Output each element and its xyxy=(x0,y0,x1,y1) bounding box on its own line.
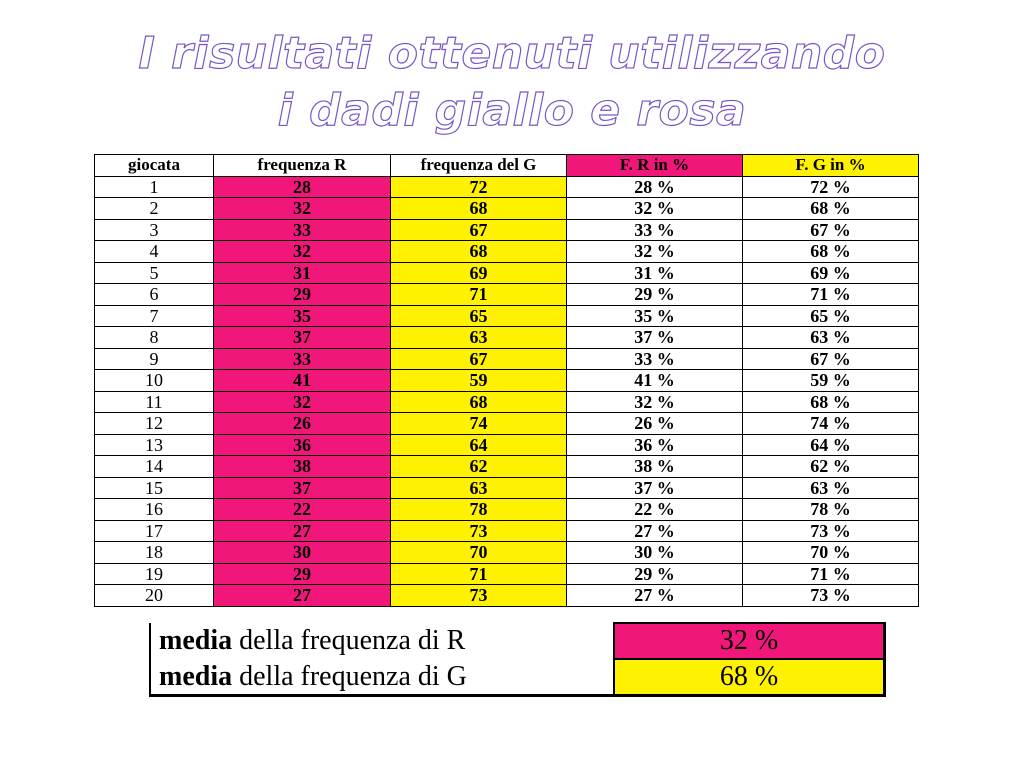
cell-percent-r: 26 % xyxy=(567,413,743,435)
cell-percent-g: 68 % xyxy=(743,241,919,263)
cell-percent-r: 27 % xyxy=(567,520,743,542)
cell-frequenza-g: 68 xyxy=(391,198,567,220)
table-row xyxy=(95,563,919,585)
table-row xyxy=(95,198,919,220)
cell-percent-g: 71 % xyxy=(743,284,919,306)
results-table xyxy=(94,154,919,607)
cell-percent-g: 64 % xyxy=(743,434,919,456)
cell-giocata: 2 xyxy=(95,198,214,220)
header-frequenza-g: frequenza del G xyxy=(391,155,567,177)
cell-giocata: 4 xyxy=(95,241,214,263)
cell-frequenza-g: 71 xyxy=(391,284,567,306)
cell-giocata: 7 xyxy=(95,305,214,327)
cell-frequenza-g: 62 xyxy=(391,456,567,478)
table-row xyxy=(95,456,919,478)
cell-giocata: 19 xyxy=(95,563,214,585)
cell-giocata: 3 xyxy=(95,219,214,241)
cell-frequenza-r: 41 xyxy=(214,370,391,392)
cell-giocata: 8 xyxy=(95,327,214,349)
cell-percent-g: 74 % xyxy=(743,413,919,435)
summary-label-g xyxy=(150,659,614,696)
cell-percent-g: 62 % xyxy=(743,456,919,478)
cell-giocata: 16 xyxy=(95,499,214,521)
table-row xyxy=(95,348,919,370)
cell-giocata: 9 xyxy=(95,348,214,370)
cell-percent-r: 37 % xyxy=(567,477,743,499)
cell-frequenza-r: 26 xyxy=(214,413,391,435)
cell-percent-g: 73 % xyxy=(743,585,919,607)
cell-frequenza-g: 78 xyxy=(391,499,567,521)
cell-frequenza-g: 68 xyxy=(391,241,567,263)
cell-frequenza-g: 67 xyxy=(391,348,567,370)
cell-percent-r: 38 % xyxy=(567,456,743,478)
cell-percent-r: 27 % xyxy=(567,585,743,607)
cell-percent-r: 29 % xyxy=(567,563,743,585)
table-row xyxy=(95,499,919,521)
table-row xyxy=(95,477,919,499)
cell-giocata: 10 xyxy=(95,370,214,392)
cell-frequenza-r: 32 xyxy=(214,241,391,263)
cell-frequenza-g: 63 xyxy=(391,327,567,349)
cell-percent-r: 28 % xyxy=(567,176,743,198)
cell-percent-g: 72 % xyxy=(743,176,919,198)
summary-table xyxy=(149,622,886,697)
cell-percent-r: 33 % xyxy=(567,348,743,370)
cell-percent-r: 30 % xyxy=(567,542,743,564)
cell-frequenza-g: 69 xyxy=(391,262,567,284)
cell-frequenza-r: 36 xyxy=(214,434,391,456)
table-row xyxy=(95,219,919,241)
cell-giocata: 14 xyxy=(95,456,214,478)
table-row xyxy=(95,284,919,306)
cell-frequenza-r: 35 xyxy=(214,305,391,327)
page-subtitle: i dadi giallo e rosa xyxy=(277,85,747,136)
cell-frequenza-r: 27 xyxy=(214,520,391,542)
cell-giocata: 13 xyxy=(95,434,214,456)
cell-frequenza-g: 73 xyxy=(391,585,567,607)
cell-percent-g: 68 % xyxy=(743,391,919,413)
table-row xyxy=(95,542,919,564)
summary-value-g: 68 % xyxy=(614,659,885,696)
cell-frequenza-r: 37 xyxy=(214,327,391,349)
summary-label-r-bold: media xyxy=(159,625,233,656)
cell-frequenza-r: 37 xyxy=(214,477,391,499)
table-header-row xyxy=(95,155,919,177)
cell-frequenza-r: 27 xyxy=(214,585,391,607)
cell-frequenza-g: 59 xyxy=(391,370,567,392)
table-row xyxy=(95,262,919,284)
cell-frequenza-g: 70 xyxy=(391,542,567,564)
page-title: I risultati ottenuti utilizzando xyxy=(138,28,886,79)
table-row xyxy=(95,305,919,327)
cell-percent-g: 67 % xyxy=(743,348,919,370)
cell-percent-g: 67 % xyxy=(743,219,919,241)
table-row xyxy=(95,241,919,263)
table-row xyxy=(95,370,919,392)
summary-label-g-bold: media xyxy=(159,660,233,692)
cell-percent-g: 63 % xyxy=(743,327,919,349)
cell-giocata: 15 xyxy=(95,477,214,499)
summary-value-r: 32 % xyxy=(614,623,885,659)
cell-frequenza-g: 72 xyxy=(391,176,567,198)
cell-giocata: 6 xyxy=(95,284,214,306)
cell-percent-g: 70 % xyxy=(743,542,919,564)
cell-giocata: 1 xyxy=(95,176,214,198)
cell-giocata: 5 xyxy=(95,262,214,284)
cell-percent-g: 63 % xyxy=(743,477,919,499)
cell-frequenza-r: 29 xyxy=(214,563,391,585)
cell-frequenza-r: 22 xyxy=(214,499,391,521)
cell-frequenza-r: 32 xyxy=(214,391,391,413)
cell-frequenza-g: 74 xyxy=(391,413,567,435)
cell-percent-r: 33 % xyxy=(567,219,743,241)
cell-giocata: 20 xyxy=(95,585,214,607)
header-percent-r: F. R in % xyxy=(567,155,743,177)
cell-frequenza-g: 68 xyxy=(391,391,567,413)
cell-giocata: 17 xyxy=(95,520,214,542)
cell-percent-r: 32 % xyxy=(567,241,743,263)
summary-row-g xyxy=(150,659,885,696)
cell-frequenza-g: 73 xyxy=(391,520,567,542)
cell-percent-r: 29 % xyxy=(567,284,743,306)
cell-frequenza-r: 30 xyxy=(214,542,391,564)
cell-giocata: 12 xyxy=(95,413,214,435)
summary-label-r-text: della frequenza di R xyxy=(232,625,466,656)
cell-frequenza-r: 38 xyxy=(214,456,391,478)
cell-percent-g: 78 % xyxy=(743,499,919,521)
cell-percent-g: 73 % xyxy=(743,520,919,542)
cell-percent-g: 65 % xyxy=(743,305,919,327)
cell-percent-r: 35 % xyxy=(567,305,743,327)
cell-percent-r: 22 % xyxy=(567,499,743,521)
table-body xyxy=(95,176,919,606)
cell-percent-r: 36 % xyxy=(567,434,743,456)
cell-frequenza-r: 29 xyxy=(214,284,391,306)
header-frequenza-r: frequenza R xyxy=(214,155,391,177)
cell-percent-g: 71 % xyxy=(743,563,919,585)
cell-frequenza-r: 28 xyxy=(214,176,391,198)
cell-frequenza-g: 64 xyxy=(391,434,567,456)
cell-frequenza-r: 32 xyxy=(214,198,391,220)
cell-percent-r: 41 % xyxy=(567,370,743,392)
cell-giocata: 18 xyxy=(95,542,214,564)
cell-percent-r: 37 % xyxy=(567,327,743,349)
table-row xyxy=(95,413,919,435)
summary-label-g-text: della frequenza di G xyxy=(232,660,467,692)
table-row xyxy=(95,391,919,413)
cell-frequenza-r: 31 xyxy=(214,262,391,284)
cell-frequenza-g: 65 xyxy=(391,305,567,327)
table-row xyxy=(95,434,919,456)
header-percent-g: F. G in % xyxy=(743,155,919,177)
cell-frequenza-g: 63 xyxy=(391,477,567,499)
summary-label-r xyxy=(150,623,614,659)
cell-percent-g: 68 % xyxy=(743,198,919,220)
table-row xyxy=(95,520,919,542)
cell-percent-r: 32 % xyxy=(567,391,743,413)
table-row xyxy=(95,327,919,349)
table-row xyxy=(95,176,919,198)
cell-frequenza-g: 71 xyxy=(391,563,567,585)
cell-frequenza-r: 33 xyxy=(214,348,391,370)
header-giocata: giocata xyxy=(95,155,214,177)
cell-frequenza-g: 67 xyxy=(391,219,567,241)
cell-percent-r: 32 % xyxy=(567,198,743,220)
cell-percent-g: 69 % xyxy=(743,262,919,284)
summary-row-r xyxy=(150,623,885,659)
cell-giocata: 11 xyxy=(95,391,214,413)
cell-percent-r: 31 % xyxy=(567,262,743,284)
table-row xyxy=(95,585,919,607)
cell-frequenza-r: 33 xyxy=(214,219,391,241)
cell-percent-g: 59 % xyxy=(743,370,919,392)
